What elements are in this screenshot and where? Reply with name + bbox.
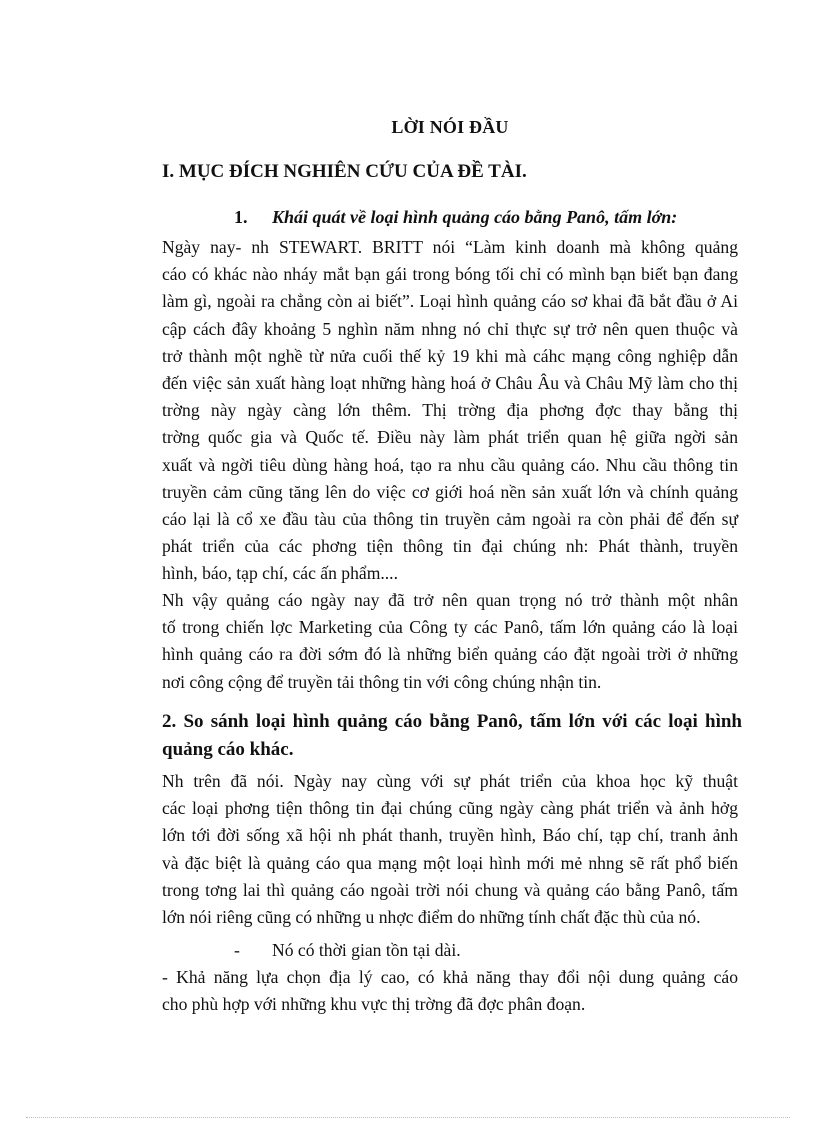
paragraph-line: Nh vậy quảng cáo ngày nay đã trở nên quan trọng nó trở thành một nhân [162, 590, 738, 610]
paragraph-line: hình, báo, tạp chí, các ấn phẩm.... [162, 563, 398, 584]
page-bottom-rule [26, 1117, 790, 1118]
paragraph-line: tố trong chiến lợc Marketing của Công ty các Panô, tấm lớn quảng cáo là loại [162, 617, 738, 638]
paragraph-line: truyền cảm cũng tăng lên do việc cơ giới hoá nền sản xuất lớn và chính quảng [162, 481, 738, 502]
paragraph-line: cáo có khác nào nháy mắt bạn gái trong bóng tối chỉ có mình bạn biết bạn đang [162, 264, 738, 285]
paragraph-line: làm gì, ngoài ra chẳng còn ai biết”. Loại hình quảng cáo sơ khai đã bắt đầu ở Ai [162, 291, 738, 312]
paragraph-line: cáo lại là cổ xe đầu tàu của thông tin truyền cảm ngoài ra còn phải để đến sự [162, 508, 738, 529]
paragraph-2 [162, 587, 738, 696]
paragraph-4 [162, 964, 738, 1018]
paragraph-line: nơi công cộng để truyền tải thông tin với công chúng nhận tin. [162, 671, 602, 692]
document-title: LỜI NÓI ĐẦU [391, 117, 509, 137]
paragraph-line: cập cách đây khoảng 5 nghìn năm nhng nó chỉ thực sự trở nên quen thuộc và [162, 318, 738, 339]
paragraph-line: trờng này ngày càng lớn thêm. Thị trờng địa phơng đợc thay bằng thị [162, 400, 738, 421]
paragraph-line: các loại phơng tiện thông tin đại chúng cũng ngày càng phát triển và ảnh hởg [162, 798, 738, 819]
paragraph-line: lớn tới đời sống xã hội nh phát thanh, truyền hình, Báo chí, tạp chí, tranh ảnh [162, 825, 738, 846]
paragraph-line: xuất và ngời tiêu dùng hàng hoá, tạo ra nhu cầu quảng cáo. Nhu cầu thông tin [162, 454, 738, 475]
bullet-dash: - [234, 940, 240, 960]
paragraph-line: phát triển của các phơng tiện thông tin đại chúng nh: Phát thành, truyền [162, 536, 738, 557]
sub-heading-2 [162, 708, 742, 764]
paragraph-line: Nh trên đã nói. Ngày nay cùng với sự phát triển của khoa học kỹ thuật [162, 771, 738, 791]
sub-heading-2-line: 2. So sánh loại hình quảng cáo bằng Panô, tấm lớn với các loại hình [162, 711, 742, 732]
paragraph-line: hình quảng cáo ra đời sớm đó là những biển quảng cáo đặt ngoài trời ở những [162, 644, 738, 665]
paragraph-3 [162, 768, 738, 931]
sub-heading-1 [234, 207, 677, 228]
paragraph-1 [162, 234, 738, 587]
paragraph-line: và đặc biệt là quảng cáo qua mạng một loại hình mới mẻ nhng sẽ rất phổ biến [162, 852, 738, 873]
sub-heading-2-line: quảng cáo khác. [162, 739, 294, 760]
sub-heading-1-text: Khái quát về loại hình quảng cáo bằng Panô, tấm lớn: [272, 207, 678, 227]
bullet-item [234, 937, 461, 964]
paragraph-line: trờng quốc gia và Quốc tế. Điều này làm phát triển quan hệ giữa ngời sản [162, 427, 738, 448]
paragraph-line: - Khả năng lựa chọn địa lý cao, có khả năng thay đổi nội dung quảng cáo [162, 967, 738, 987]
paragraph-line: cho phù hợp với những khu vực thị trờng đã đợc phân đoạn. [162, 994, 586, 1015]
paragraph-line: lớn nói riêng cũng có những u nhợc điểm do những tính chất đặc thù của nó. [162, 906, 701, 927]
paragraph-line: trong tơng lai thì quảng cáo ngoài trời nói chung và quảng cáo bằng Panô, tấm [162, 879, 738, 900]
paragraph-line: Ngày nay- nh STEWART. BRITT nói “Làm kinh doanh mà không quảng [162, 237, 738, 257]
paragraph-line: đến việc sản xuất hàng loạt những hàng hoá ở Châu Âu và Châu Mỹ làm cho thị [162, 372, 738, 393]
section-heading: I. MỤC ĐÍCH NGHIÊN CỨU CỦA ĐỀ TÀI. [162, 161, 527, 182]
paragraph-line: trở thành một nghề từ nửa cuối thế kỷ 19 khi mà cáhc mạng công nghiệp dẫn [162, 345, 738, 366]
sub-heading-1-number: 1. [234, 207, 248, 227]
bullet-text: Nó có thời gian tồn tại dài. [272, 940, 461, 960]
